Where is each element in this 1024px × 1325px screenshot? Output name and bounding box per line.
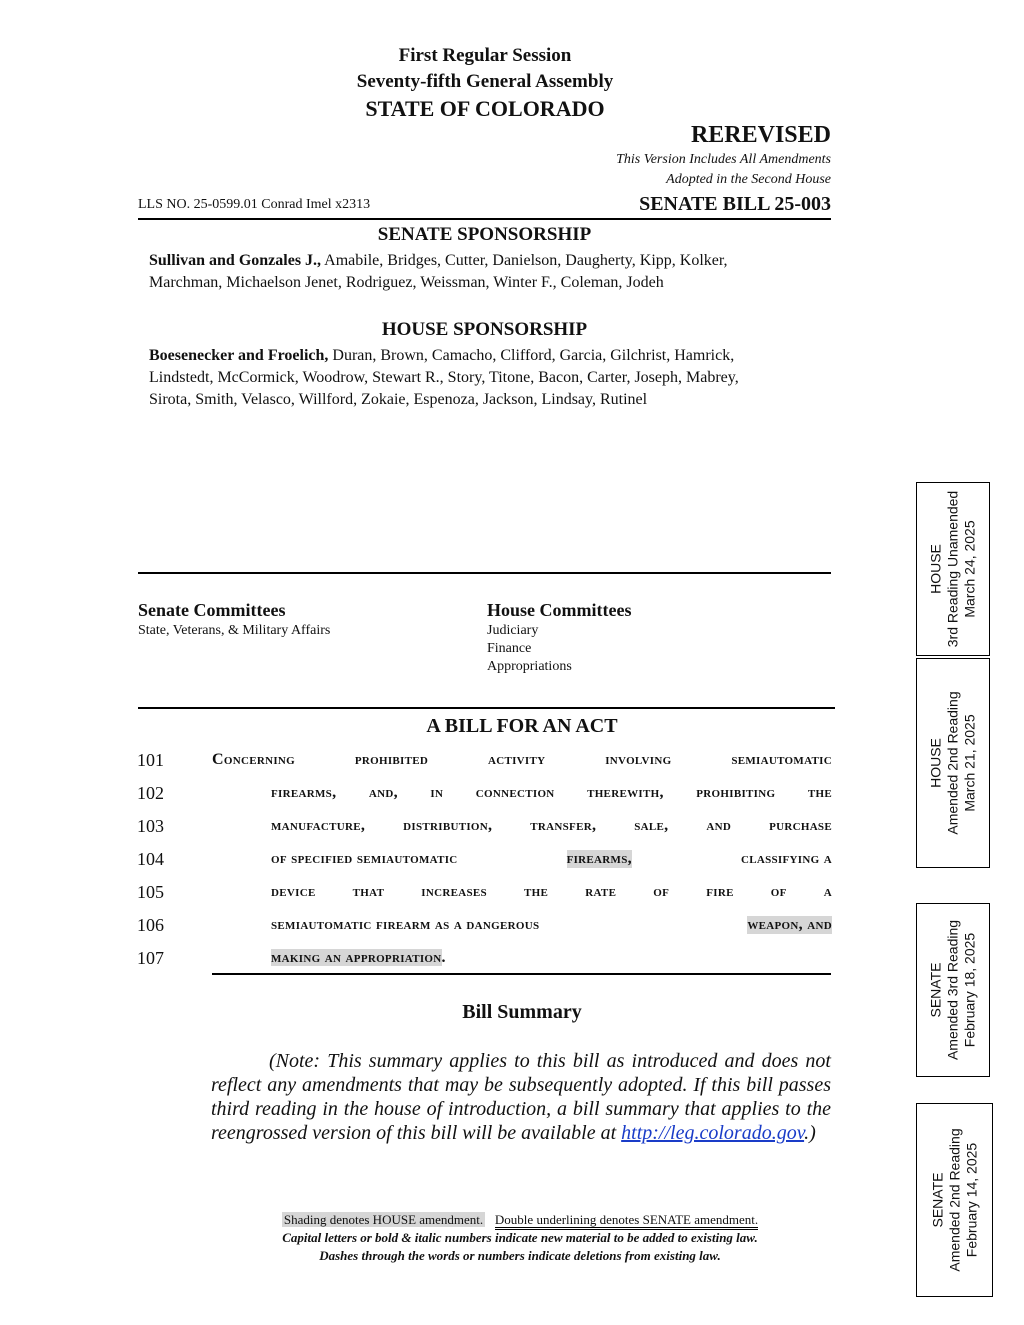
legend-dashes: Dashes through the words or numbers indicate deletions from existing law. [319, 1248, 721, 1263]
bill-id: SENATE BILL 25-003 [639, 193, 831, 215]
line-number: 107 [137, 948, 164, 968]
bill-title-line: Concerning prohibited activity involving semiautomatic [212, 751, 832, 768]
bill-top-rule [138, 707, 835, 709]
senate-sponsors-line2: Marchman, Michaelson Jenet, Rodriguez, Weissman, Winter F., Coleman, Jodeh [149, 274, 664, 291]
house-amendment-shading: weapon, and [747, 916, 832, 933]
stamp-chamber: HOUSE [927, 544, 944, 594]
senate-prime-sponsors: Sullivan and Gonzales J., [149, 252, 322, 269]
senate-committees-heading: Senate Committees [138, 600, 286, 620]
legend-capital-letters: Capital letters or bold & italic numbers indicate new material to be added to existing law. [282, 1230, 758, 1245]
senate-sponsorship-heading: SENATE SPONSORSHIP [377, 224, 592, 245]
history-stamp-text [928, 691, 979, 834]
bill-summary-heading: Bill Summary [462, 1001, 582, 1023]
senate-committee-item: State, Veterans, & Military Affairs [138, 623, 331, 638]
committees-top-rule [138, 572, 831, 574]
summary-end: .) [804, 1122, 816, 1144]
bill-title-line: manufacture, distribution, transfer, sale, and purchase [271, 817, 832, 834]
session-title: First Regular Session [398, 45, 572, 66]
history-stamp [916, 658, 990, 868]
stamp-chamber: SENATE [929, 1172, 945, 1228]
stamp-action: Amended 3rd Reading [944, 919, 961, 1061]
stamp-chamber: SENATE [927, 962, 944, 1018]
house-committee-item: Appropriations [487, 659, 572, 674]
bill-title-segment: classifying a [740, 850, 832, 867]
stamp-action: 3rd Reading Unamended [944, 490, 961, 648]
bill-summary-note [211, 1049, 831, 1145]
history-stamp-text [929, 1128, 980, 1271]
line-number: 102 [137, 783, 164, 803]
summary-text: (Note: This summary applies to this bill as introduced and does not reflect any amendments that may be subsequently adopted. If this bill passes third reading in the house of introduction, a bill summary that applies to the reengrossed version of this bill will be available at [211, 1050, 831, 1144]
bill-title-line [271, 949, 832, 967]
line-number: 105 [137, 882, 164, 902]
version-status: REREVISED [690, 122, 831, 148]
bill-title-line: firearms, and, in connection therewith, prohibiting the [271, 784, 832, 801]
bill-title-segment: of specified semiautomatic [271, 850, 458, 867]
stamp-date: February 14, 2025 [963, 1142, 979, 1258]
version-note-1: This Version Includes All Amendments [616, 152, 831, 167]
history-stamp [916, 1103, 993, 1297]
history-stamp-text [928, 491, 979, 647]
bill-title-line: device that increases the rate of fire of a [271, 883, 832, 900]
bill-title-line [271, 850, 832, 868]
line-number: 106 [137, 915, 164, 935]
history-stamp [916, 903, 990, 1077]
line-number: 101 [137, 750, 164, 770]
senate-sponsors [149, 250, 839, 294]
house-committees-heading: House Committees [487, 600, 632, 620]
house-sponsors [149, 345, 839, 411]
stamp-date: March 21, 2025 [961, 714, 978, 812]
stamp-date: February 18, 2025 [961, 932, 978, 1048]
assembly-title: Seventy-fifth General Assembly [356, 71, 614, 92]
history-stamp-text [928, 920, 979, 1060]
stamp-action: Amended 2nd Reading [944, 691, 961, 835]
stamp-action: Amended 2nd Reading [946, 1128, 962, 1272]
line-number: 104 [137, 849, 164, 869]
house-sponsorship-heading: HOUSE SPONSORSHIP [381, 319, 588, 340]
header-rule [138, 218, 831, 220]
bill-title-bottom-rule [212, 973, 831, 975]
state-title: STATE OF COLORADO [365, 96, 605, 121]
bill-heading: A BILL FOR AN ACT [426, 715, 618, 737]
house-prime-sponsors: Boesenecker and Froelich, [149, 347, 329, 364]
bill-title-segment: semiautomatic firearm as a dangerous [271, 916, 540, 933]
legend-underlining: Double underlining denotes SENATE amendment. [495, 1212, 758, 1230]
house-sponsors-line1: Duran, Brown, Camacho, Clifford, Garcia, Gilchrist, Hamrick, [332, 347, 735, 364]
bill-title-segment: . [441, 949, 446, 966]
lls-number: LLS NO. 25-0599.01 Conrad Imel x2313 [138, 197, 371, 212]
senate-sponsors-line1: Amabile, Bridges, Cutter, Danielson, Daugherty, Kipp, Kolker, [324, 252, 728, 269]
line-number: 103 [137, 816, 164, 836]
legislature-link[interactable]: http://leg.colorado.gov [621, 1122, 805, 1144]
house-sponsors-line3: Sirota, Smith, Velasco, Willford, Zokaie, Espenoza, Jackson, Lindsay, Rutinel [149, 391, 648, 408]
house-committee-item: Judiciary [487, 623, 539, 638]
history-stamp [916, 482, 990, 656]
bill-title-line [271, 916, 832, 934]
stamp-date: March 24, 2025 [961, 520, 978, 618]
house-amendment-shading: firearms, [566, 850, 632, 867]
version-note-2: Adopted in the Second House [666, 172, 831, 187]
house-committee-item: Finance [487, 641, 532, 656]
amendment-legend [140, 1212, 900, 1228]
house-sponsors-line2: Lindstedt, McCormick, Woodrow, Stewart R., Story, Titone, Bacon, Carter, Joseph, Mabrey, [149, 369, 739, 386]
stamp-chamber: HOUSE [927, 738, 944, 788]
house-amendment-shading: making an appropriation [271, 949, 442, 966]
legend-shading: Shading denotes HOUSE amendment. [283, 1212, 484, 1227]
